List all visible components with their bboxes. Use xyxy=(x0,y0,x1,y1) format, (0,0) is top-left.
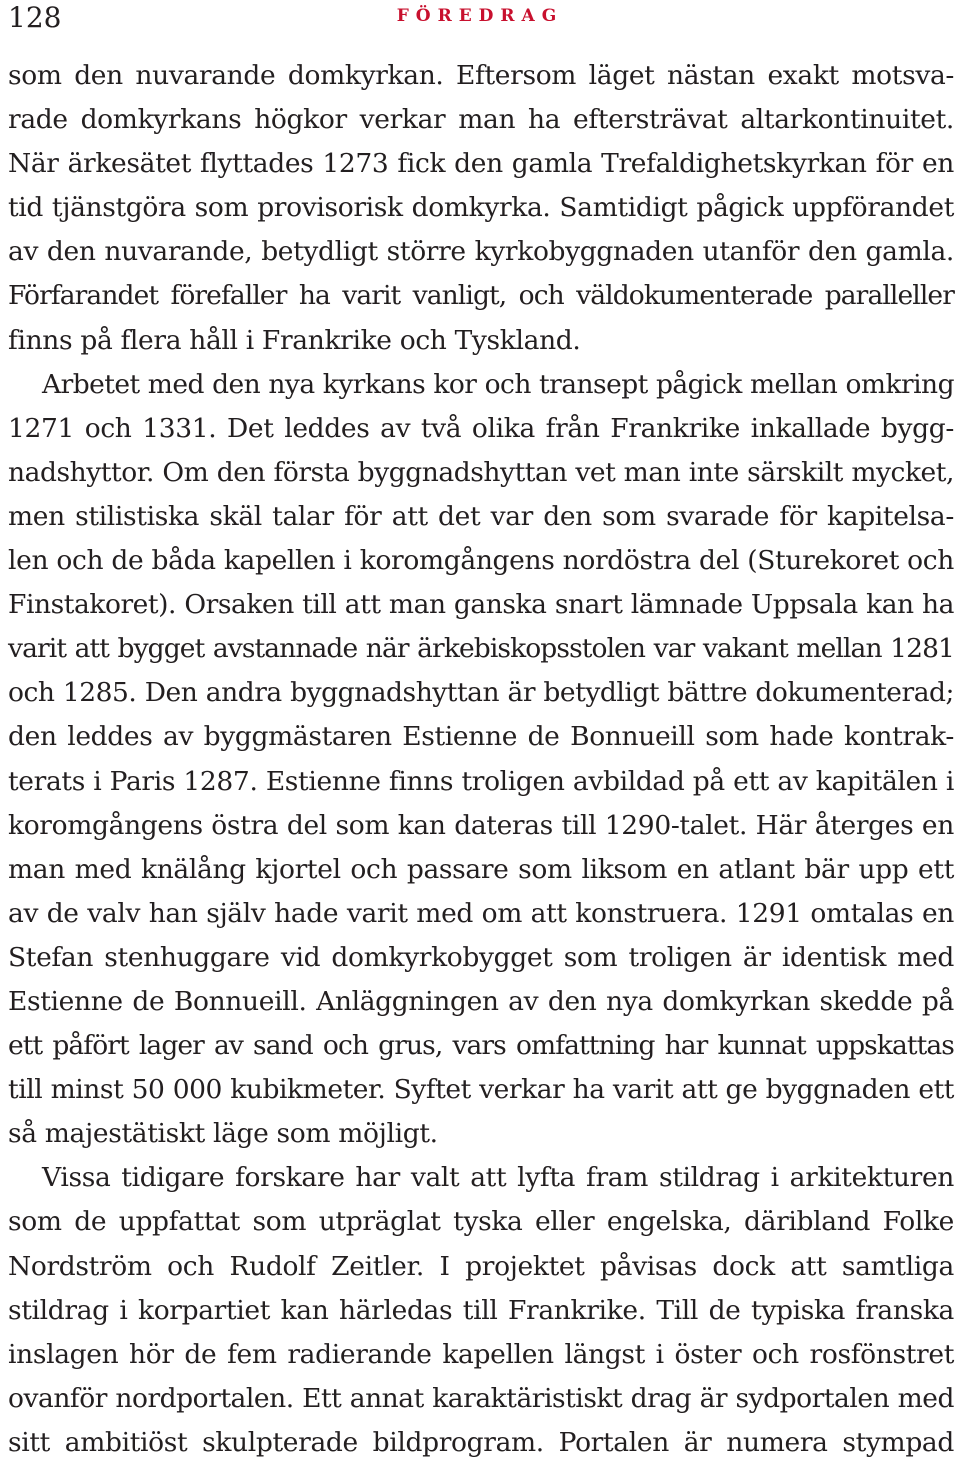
text-line: till minst 50 000 kubikmeter. Syftet verkar ha varit att ge byggnaden ett xyxy=(8,1074,954,1106)
text-line: av de valv han själv hade varit med om att konstruera. 1291 omtalas en xyxy=(8,897,954,929)
text-line: Förfarandet förefaller ha varit vanligt, och väldokumenterade paralleller xyxy=(8,280,954,312)
text-line: sitt ambitiöst skulpterade bildprogram. Portalen är numera stympad xyxy=(8,1426,954,1458)
text-line: som den nuvarande domkyrkan. Eftersom läget nästan exakt motsva- xyxy=(8,60,954,91)
text-line: stildrag i korpartiet kan härledas till Frankrike. Till de typiska franska xyxy=(8,1294,954,1326)
page-number: 128 xyxy=(8,1,62,34)
text-line: man med knälång kjortel och passare som liksom en atlant bär upp ett xyxy=(8,853,954,885)
text-line: finns på flera håll i Frankrike och Tyskland. xyxy=(8,324,581,356)
text-line: och 1285. Den andra byggnadshyttan är betydligt bättre dokumenterad; xyxy=(8,677,954,709)
text-line: den leddes av byggmästaren Estienne de Bonnueill som hade kontrak- xyxy=(8,721,954,753)
text-line: Stefan stenhuggare vid domkyrkobygget som troligen är identisk med xyxy=(8,941,954,973)
paragraph-1 xyxy=(8,54,954,363)
text-line: rade domkyrkans högkor verkar man ha eftersträvat altarkontinuitet. xyxy=(8,104,954,136)
text-line: nadshyttor. Om den första byggnadshyttan vet man inte särskilt mycket, xyxy=(8,456,954,488)
text-line: När ärkesätet flyttades 1273 fick den gamla Trefaldighetskyrkan för en xyxy=(8,148,954,180)
text-line: terats i Paris 1287. Estienne finns troligen avbildad på ett av kapitälen i xyxy=(8,765,954,797)
text-line: Arbetet med den nya kyrkans kor och transept pågick mellan omkring xyxy=(42,368,954,400)
text-line: tid tjänstgöra som provisorisk domkyrka. Samtidigt pågick uppförandet xyxy=(8,192,954,224)
text-line: inslagen hör de fem radierande kapellen längst i öster och rosfönstret xyxy=(8,1338,954,1370)
body-text xyxy=(8,54,954,1465)
paragraph-2 xyxy=(8,363,954,1157)
text-line: varit att bygget avstannade när ärkebiskopsstolen var vakant mellan 1281 xyxy=(8,633,954,665)
text-line: ett påfört lager av sand och grus, vars omfattning har kunnat uppskattas xyxy=(8,1030,954,1062)
running-head: FÖREDRAG xyxy=(396,6,564,26)
text-line: av den nuvarande, betydligt större kyrkobyggnaden utanför den gamla. xyxy=(8,236,954,268)
text-line: Nordström och Rudolf Zeitler. I projektet påvisas dock att samtliga xyxy=(8,1250,954,1282)
text-line: koromgångens östra del som kan dateras till 1290-talet. Här återges en xyxy=(8,809,954,841)
text-line: så majestätiskt läge som möjligt. xyxy=(8,1118,438,1150)
text-line: Estienne de Bonnueill. Anläggningen av den nya domkyrkan skedde på xyxy=(8,985,954,1017)
text-line: len och de båda kapellen i koromgångens nordöstra del (Sturekoret och xyxy=(8,545,954,577)
text-line: ovanför nordportalen. Ett annat karaktäristiskt drag är sydportalen med xyxy=(8,1382,954,1414)
text-line: 1271 och 1331. Det leddes av två olika från Frankrike inkallade bygg- xyxy=(8,412,954,444)
text-line: Finstakoret). Orsaken till att man ganska snart lämnade Uppsala kan ha xyxy=(8,589,954,621)
paragraph-3 xyxy=(8,1156,954,1465)
text-line: men stilistiska skäl talar för att det var den som svarade för kapitelsa- xyxy=(8,500,954,532)
text-line: Vissa tidigare forskare har valt att lyfta fram stildrag i arkitekturen xyxy=(42,1162,954,1194)
page-header xyxy=(8,0,952,40)
text-line: som de uppfattat som utpräglat tyska eller engelska, däribland Folke xyxy=(8,1206,954,1238)
